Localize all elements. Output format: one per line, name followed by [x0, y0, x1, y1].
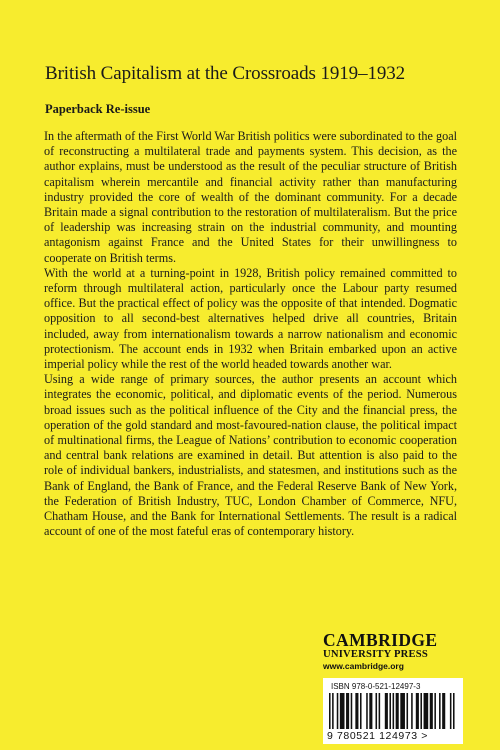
- publisher-logo: [323, 631, 463, 672]
- barcode-graphic: [329, 693, 457, 729]
- blurb-paragraph-1: In the aftermath of the First World War British politics were subordinated to the goal of reconstructing a multilateral trade and payments system. This decision, as the author explains, must be understood as the result of the peculiar structure of British capitalism wherein mercantile and financial activity rather than manufacturing industry provided the core of wealth of the dominant community. For a decade Britain made a signal contribution to the restoration of multilateralism. But the price of leadership was increasing strain on the industrial community, and mounting antagonism against France and the United States for their unwillingness to cooperate on British terms.: [44, 129, 457, 265]
- isbn-label: ISBN 978-0-521-12497-3: [331, 682, 421, 691]
- barcode-digits: 9 780521 124973 >: [327, 730, 428, 742]
- publisher-name: CAMBRIDGE: [323, 630, 438, 650]
- blurb-paragraph-3: Using a wide range of primary sources, the author presents an account which integrates the economic, political, and diplomatic events of the period. Numerous broad issues such as the political influence of the City and the financial press, the operation of the gold standard and most-favoured-nation clause, the political impact of multinational firms, the League of Nations’ contribution to economic cooperation and central bank relations are examined in detail. But attention is also paid to the role of individual bankers, industrialists, and statesmen, and institutions such as the Bank of England, the Bank of France, and the Federal Reserve Bank of New York, the Federation of British Industry, TUC, London Chamber of Commerce, NFU, Chatham House, and the Bank for International Settlements. The result is a radical account of one of the most fateful eras of contemporary history.: [44, 372, 457, 539]
- edition-label: Paperback Re-issue: [45, 102, 151, 116]
- publisher-subname: UNIVERSITY PRESS: [323, 649, 428, 660]
- book-title: British Capitalism at the Crossroads 1919–1932: [45, 63, 406, 84]
- barcode-panel: [323, 678, 463, 744]
- publisher-url: www.cambridge.org: [323, 661, 404, 671]
- blurb: [44, 129, 457, 539]
- blurb-paragraph-2: With the world at a turning-point in 1928, British policy remained committed to reform through multilateral action, particularly once the Labour party resumed office. But the practical effect of policy was the opposite of that intended. Dogmatic opposition to all second-best alternatives helped drive all countries, Britain included, away from internationalism towards a narrow nationalism and economic protectionism. The account ends in 1932 when Britain embarked upon an active imperial policy while the rest of the world headed towards another war.: [44, 265, 457, 372]
